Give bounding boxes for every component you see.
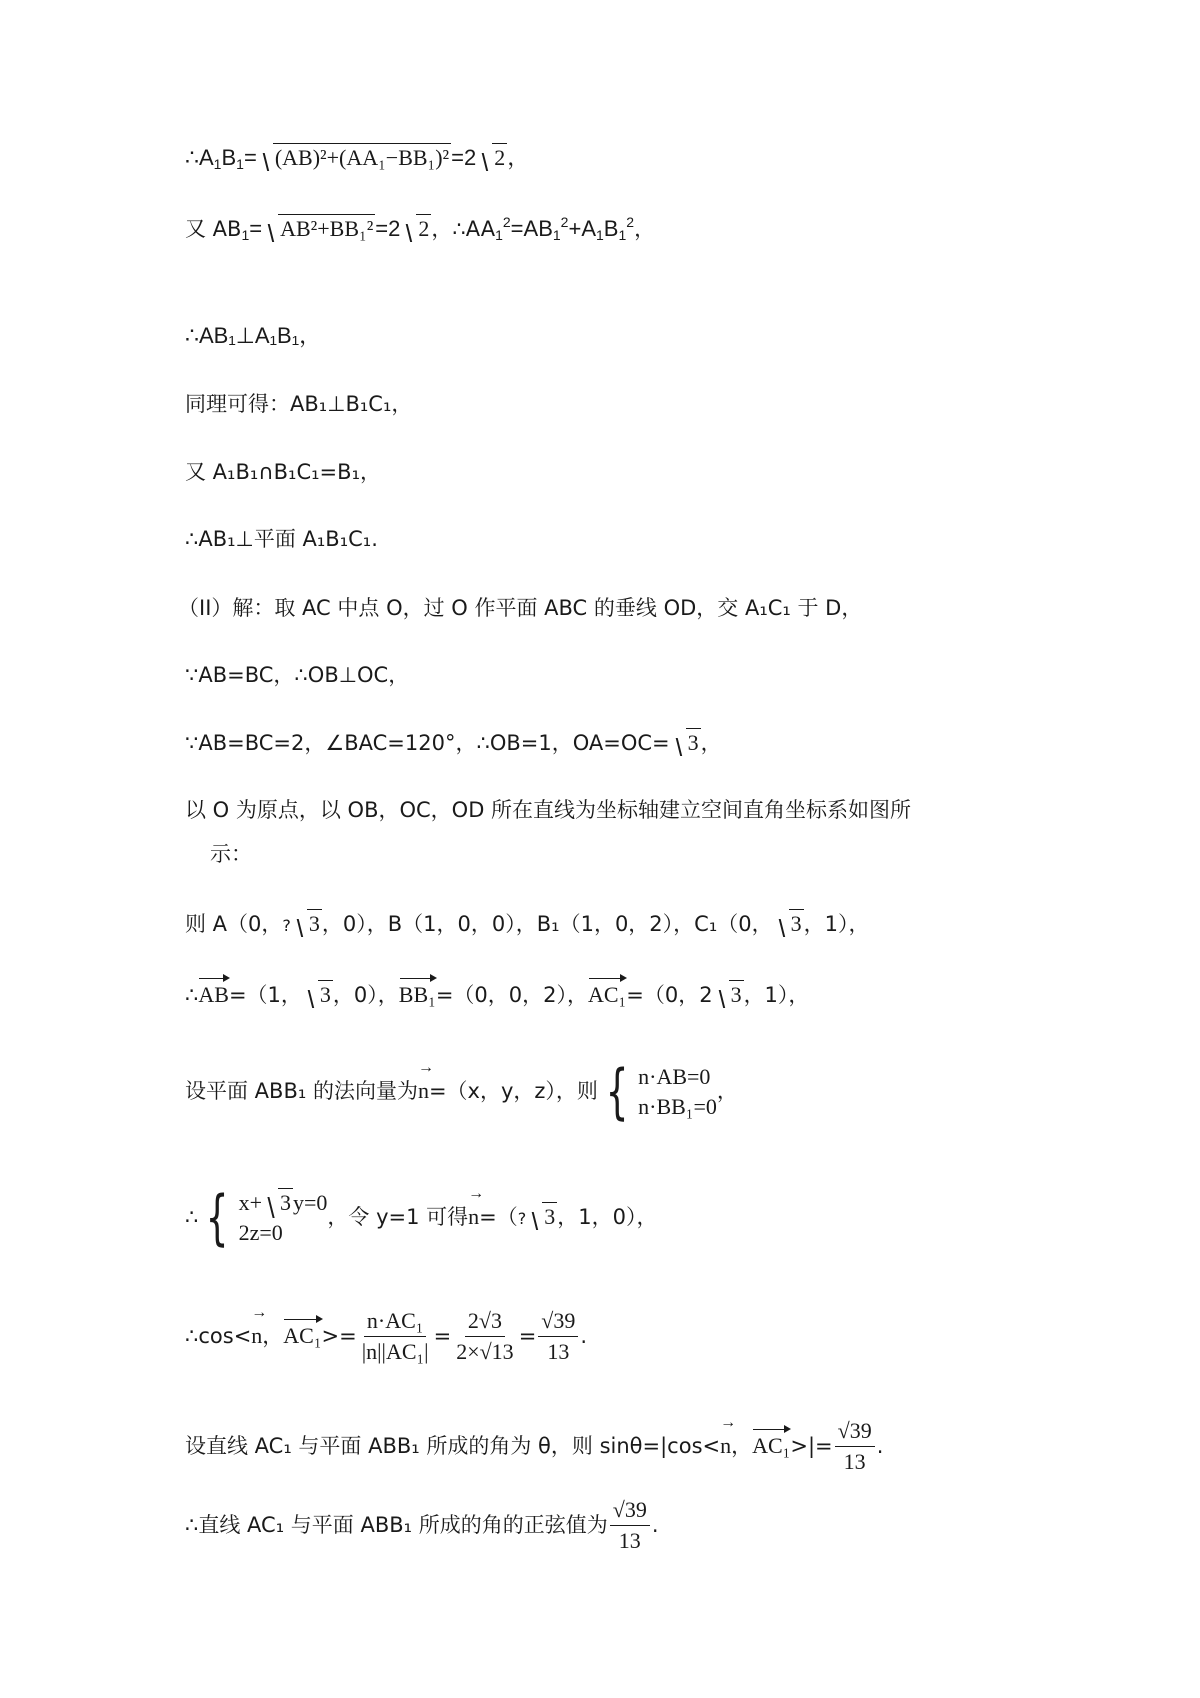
line-perpendicular-1: ∴AB₁⊥A₁B₁， (185, 323, 322, 348)
line-similarly: 同理可得：AB₁⊥B₁C₁， (185, 392, 413, 416)
vector-ab: AB (198, 982, 229, 1007)
vector-n: n → (418, 1078, 429, 1104)
line-normal-vector: 设平面 ABB₁ 的法向量为n →=（x，y，z），则 { n·AB=0 n·BB₁=0 ， (185, 1062, 738, 1122)
line-coordinate-system-cont: 示： (210, 842, 252, 866)
equation-system-1: { n·AB=0 n·BB₁=0 (605, 1057, 717, 1127)
fraction-answer: $\frac{√39}{13}$ (610, 1497, 650, 1555)
line-vectors: ∴AB=（1， 3，0），BB₁=（0，0，2），AC₁=（0，2 3，1）， (185, 982, 810, 1007)
line-intersection: 又 A₁B₁∩B₁C₁=B₁， (185, 460, 381, 484)
fraction-cos-3: $\frac{√39}{13}$ (538, 1308, 578, 1366)
vector-bb1: BB₁ (398, 982, 436, 1007)
line-part-ii: （II）解：取 AC 中点 O，过 O 作平面 ABC 的垂线 OD，交 A₁C₁ 于 D， (178, 596, 863, 620)
equation-system-2: { x+ 3y=0 2z=0 (206, 1183, 328, 1253)
line-cosine: ∴cos<n →，AC₁>= $\frac{\text{n·AC₁}}{\text{|n||AC₁|}}$ = $\frac{2√3}{2\times√13}$ = $\frac{√39}{13}$ . (185, 1308, 587, 1366)
line-sine: 设直线 AC₁ 与平面 ABB₁ 所成的角为 θ，则 sinθ=|cos<n →，AC₁>|= $\frac{√39}{13}$ . (185, 1418, 883, 1476)
line-conclusion-1: ∴AB₁⊥平面 A₁B₁C₁. (185, 527, 378, 551)
line-points: 则 A（0，? 3，0），B（1，0，0），B₁（1，0，2），C₁（0， 3，1）， (185, 911, 870, 936)
fraction-cos-2: $\frac{2√3}{2\times√13}$ (456, 1308, 514, 1365)
vector-ac1: AC₁ (588, 982, 627, 1007)
line-coordinate-system: 以 O 为原点，以 OB，OC，OD 所在直线为坐标轴建立空间直角坐标系如图所 (185, 798, 912, 822)
line-solve: ∴ { x+ 3y=0 2z=0 ，令 y=1 可得n →=（? 3，1，0）， (185, 1188, 658, 1248)
sqrt-expression: (AB)²+(AA₁−BB₁)² (259, 145, 451, 171)
line-ab1-length: 又 $AB_1= AB^2+BB_1^2=2$ 2，$\therefore AA_1^2=AB_1^2+A_1B_1^2$， (185, 214, 656, 243)
line-oa-oc: ∵AB=BC=2，∠BAC=120°，∴OB=1，OA=OC= 3， (185, 730, 722, 755)
fraction-sine: $\frac{√39}{13}$ (835, 1418, 875, 1476)
line-final-answer: ∴直线 AC₁ 与平面 ABB₁ 所成的角的正弦值为 $\frac{√39}{13}$ . (185, 1497, 659, 1554)
line-ob-oc: ∵AB=BC，∴OB⊥OC， (185, 663, 410, 687)
fraction-cos-1: $\frac{\text{n·AC₁}}{\text{|n||AC₁|}}$ (361, 1308, 429, 1365)
line-a1b1-length: $\therefore A_1B_1= (AB)^2+(AA_1-BB_1)^2=2$ 2， (185, 145, 530, 172)
